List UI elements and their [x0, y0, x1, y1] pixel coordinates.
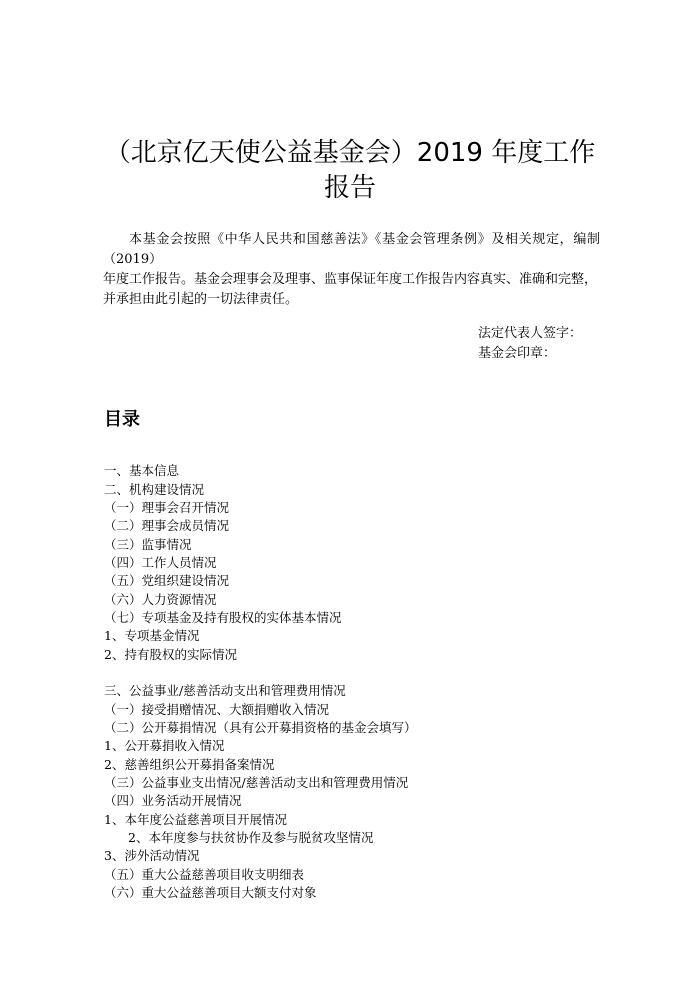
toc-item: （三）公益事业支出情况/慈善活动支出和管理费用情况	[104, 775, 409, 790]
toc-item: 1、本年度公益慈善项目开展情况	[104, 812, 287, 827]
representative-signature-label: 法定代表人签字：	[478, 326, 583, 341]
toc-item: （七）专项基金及持有股权的实体基本情况	[104, 610, 342, 625]
intro-line-2: 年度工作报告。基金会理事会及理事、监事保证年度工作报告内容真实、准确和完整，	[103, 272, 598, 287]
toc-item: 1、公开募捐收入情况	[104, 738, 225, 753]
report-title	[80, 136, 620, 206]
intro-line-3: 并承担由此引起的一切法律责任。	[103, 292, 299, 307]
toc-item: （六）重大公益慈善项目大额支付对象	[104, 885, 317, 900]
toc-item: 一、基本信息	[104, 463, 180, 478]
toc-item: （五）党组织建设情况	[104, 573, 230, 588]
report-title-line-1: （北京亿天使公益基金会）2019 年度工作	[104, 138, 596, 168]
toc-item: （四）业务活动开展情况	[104, 793, 242, 808]
intro-line-1: 本基金会按照《中华人民共和国慈善法》《基金会管理条例》及相关规定，编制（2019）	[103, 232, 600, 267]
toc-item: （二）理事会成员情况	[104, 518, 230, 533]
toc-item: 二、机构建设情况	[104, 482, 205, 497]
toc-item: 2、本年度参与扶贫协作及参与脱贫攻坚情况	[128, 830, 374, 845]
toc-item: 2、慈善组织公开募捐备案情况	[104, 757, 275, 772]
toc-item: （六）人力资源情况	[104, 592, 217, 607]
toc-item: 2、持有股权的实际情况	[104, 647, 237, 662]
toc-item: （四）工作人员情况	[104, 555, 217, 570]
toc-item: （三）监事情况	[104, 537, 192, 552]
toc-heading: 目录	[104, 409, 140, 430]
toc-item: （一）接受捐赠情况、大额捐赠收入情况	[104, 702, 330, 717]
toc-item: （五）重大公益慈善项目收支明细表	[104, 867, 305, 882]
toc-item: 三、公益事业/慈善活动支出和管理费用情况	[104, 683, 346, 698]
intro-paragraph	[103, 230, 600, 310]
toc-item: （二）公开募捐情况（具有公开募捐资格的基金会填写）	[104, 720, 417, 735]
toc-item: 3、涉外活动情况	[104, 848, 200, 863]
toc-item: （一）理事会召开情况	[104, 500, 230, 515]
report-title-line-2: 报告	[323, 173, 376, 203]
toc-item: 1、专项基金情况	[104, 628, 200, 643]
foundation-seal-label: 基金会印章：	[478, 346, 557, 361]
signature-block	[478, 324, 582, 364]
